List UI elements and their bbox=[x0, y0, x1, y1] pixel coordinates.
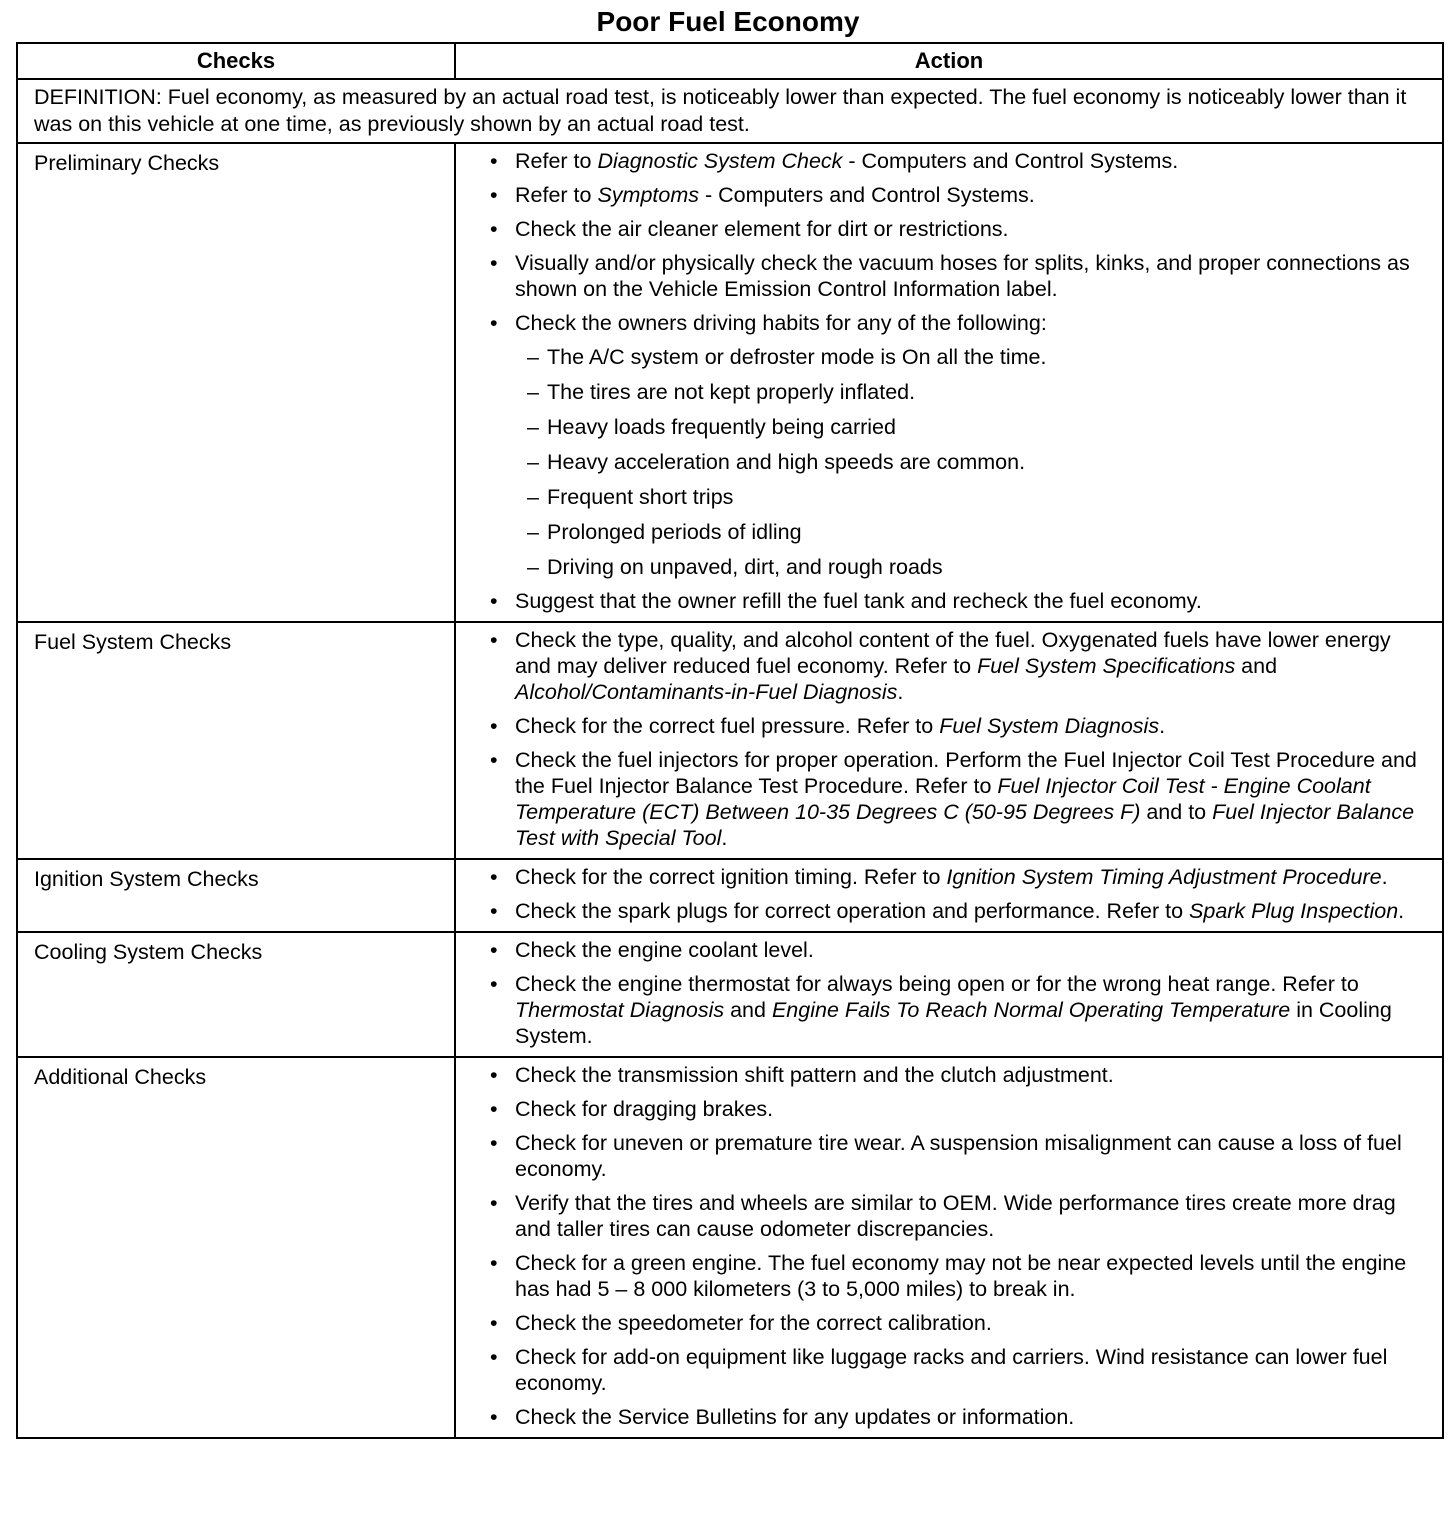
bullet-icon: • bbox=[490, 1345, 498, 1369]
action-item bbox=[490, 937, 1432, 963]
bullet-icon: • bbox=[490, 589, 498, 613]
dash-icon: – bbox=[527, 485, 539, 509]
bullet-icon: • bbox=[490, 251, 498, 275]
action-text: Refer to Diagnostic System Check - Computers and Control Systems. bbox=[515, 149, 1179, 173]
sub-item-text: Driving on unpaved, dirt, and rough roads bbox=[547, 555, 943, 579]
action-item bbox=[490, 864, 1432, 890]
action-item bbox=[490, 1250, 1432, 1302]
sub-item bbox=[515, 449, 1432, 475]
action-item bbox=[490, 1344, 1432, 1396]
bullet-icon: • bbox=[490, 865, 498, 889]
reference-link-text: Diagnostic System Check bbox=[597, 149, 843, 173]
action-text: Check the engine thermostat for always being open or for the wrong heat range. Refer to Thermostat Diagnosis and Engine Fails To Reach Normal Operating Temperature in Cooling System. bbox=[515, 972, 1392, 1048]
action-cell bbox=[455, 1057, 1443, 1438]
check-category: Cooling System Checks bbox=[17, 932, 455, 1057]
sub-item-text: Heavy loads frequently being carried bbox=[547, 415, 896, 439]
sub-list bbox=[515, 344, 1432, 580]
action-text: Check the spark plugs for correct operation and performance. Refer to Spark Plug Inspection. bbox=[515, 899, 1405, 923]
sub-item-text: Frequent short trips bbox=[547, 485, 734, 509]
check-category: Preliminary Checks bbox=[17, 143, 455, 622]
bullet-icon: • bbox=[490, 1097, 498, 1121]
action-text: Check for the correct ignition timing. Refer to Ignition System Timing Adjustment Procedure. bbox=[515, 865, 1388, 889]
action-cell bbox=[455, 622, 1443, 859]
dash-icon: – bbox=[527, 345, 539, 369]
dash-icon: – bbox=[527, 520, 539, 544]
bullet-icon: • bbox=[490, 149, 498, 173]
reference-link-text: Fuel System Diagnosis bbox=[939, 714, 1160, 738]
reference-link-text: Thermostat Diagnosis bbox=[515, 998, 725, 1022]
action-text: Check the Service Bulletins for any updates or information. bbox=[515, 1405, 1075, 1429]
action-text: Visually and/or physically check the vacuum hoses for splits, kinks, and proper connections as shown on the Vehicle Emission Control Information label. bbox=[515, 251, 1410, 301]
action-text: Check for uneven or premature tire wear. A suspension misalignment can cause a loss of fuel economy. bbox=[515, 1131, 1402, 1181]
bullet-icon: • bbox=[490, 1063, 498, 1087]
sub-item bbox=[515, 554, 1432, 580]
reference-link-text: Fuel Injector Balance Test with Special Tool bbox=[515, 800, 1415, 850]
bullet-icon: • bbox=[490, 1251, 498, 1275]
action-text: Refer to Symptoms - Computers and Control Systems. bbox=[515, 183, 1035, 207]
reference-link-text: Fuel Injector Coil Test - Engine Coolant Temperature (ECT) Between 10-35 Degrees C (50-95 Degrees F) bbox=[515, 774, 1371, 824]
action-cell bbox=[455, 859, 1443, 932]
check-category: Ignition System Checks bbox=[17, 859, 455, 932]
action-item bbox=[490, 148, 1432, 174]
action-list bbox=[490, 627, 1432, 851]
bullet-icon: • bbox=[490, 899, 498, 923]
table-row bbox=[17, 859, 1443, 932]
check-category: Additional Checks bbox=[17, 1057, 455, 1438]
page-title: Poor Fuel Economy bbox=[596, 6, 860, 37]
action-cell bbox=[455, 932, 1443, 1057]
action-text: Check the type, quality, and alcohol content of the fuel. Oxygenated fuels have lower energy and may deliver reduced fuel economy. Refer to Fuel System Specifications and Alcohol/Contaminants-in-Fuel Diagnosis. bbox=[515, 628, 1391, 704]
action-cell bbox=[455, 143, 1443, 622]
bullet-icon: • bbox=[490, 311, 498, 335]
action-item bbox=[490, 1190, 1432, 1242]
checks-header: Checks bbox=[17, 43, 455, 79]
action-item bbox=[490, 1096, 1432, 1122]
action-text: Check for dragging brakes. bbox=[515, 1097, 774, 1121]
bullet-icon: • bbox=[490, 183, 498, 207]
action-text: Check the fuel injectors for proper operation. Perform the Fuel Injector Coil Test Procedure and the Fuel Injector Balance Test Procedure. Refer to Fuel Injector Coil Test - Engine Coolant Temperature (ECT) Between 10-35 Degrees C (50-95 Degrees F) and to Fuel Injector Balance Test with Special Tool. bbox=[515, 748, 1417, 850]
header-row bbox=[17, 43, 1443, 79]
action-text: Check for the correct fuel pressure. Refer to Fuel System Diagnosis. bbox=[515, 714, 1166, 738]
dash-icon: – bbox=[527, 555, 539, 579]
bullet-icon: • bbox=[490, 628, 498, 652]
action-text: Suggest that the owner refill the fuel tank and recheck the fuel economy. bbox=[515, 589, 1202, 613]
reference-link-text: Alcohol/Contaminants-in-Fuel Diagnosis bbox=[515, 680, 898, 704]
action-text: Check the speedometer for the correct calibration. bbox=[515, 1311, 992, 1335]
action-text: Check for add-on equipment like luggage racks and carriers. Wind resistance can lower fuel economy. bbox=[515, 1345, 1388, 1395]
bullet-icon: • bbox=[490, 972, 498, 996]
sub-item-text: Heavy acceleration and high speeds are common. bbox=[547, 450, 1026, 474]
action-text: Verify that the tires and wheels are similar to OEM. Wide performance tires create more drag and taller tires can cause odometer discrepancies. bbox=[515, 1191, 1396, 1241]
action-item bbox=[490, 971, 1432, 1049]
action-item bbox=[490, 216, 1432, 242]
sub-item-text: Prolonged periods of idling bbox=[547, 520, 802, 544]
sub-item-text: The A/C system or defroster mode is On all the time. bbox=[547, 345, 1047, 369]
action-text: Check the engine coolant level. bbox=[515, 938, 814, 962]
bullet-icon: • bbox=[490, 714, 498, 738]
action-list bbox=[490, 148, 1432, 614]
diagnostic-table bbox=[16, 42, 1444, 1439]
bullet-icon: • bbox=[490, 1405, 498, 1429]
action-text: Check the owners driving habits for any of the following: bbox=[515, 311, 1047, 335]
check-category: Fuel System Checks bbox=[17, 622, 455, 859]
table-row bbox=[17, 143, 1443, 622]
action-item bbox=[490, 250, 1432, 302]
action-item bbox=[490, 627, 1432, 705]
reference-link-text: Engine Fails To Reach Normal Operating Temperature bbox=[771, 998, 1291, 1022]
table-row bbox=[17, 622, 1443, 859]
action-list bbox=[490, 1062, 1432, 1430]
reference-link-text: Symptoms bbox=[597, 183, 700, 207]
action-text: Check the transmission shift pattern and the clutch adjustment. bbox=[515, 1063, 1114, 1087]
action-item bbox=[490, 898, 1432, 924]
action-item bbox=[490, 1310, 1432, 1336]
sub-item bbox=[515, 414, 1432, 440]
table-row bbox=[17, 932, 1443, 1057]
definition-text: DEFINITION: Fuel economy, as measured by an actual road test, is noticeably lower than expected. The fuel economy is noticeably lower than it was on this vehicle at one time, as previously shown by an actual road test. bbox=[17, 79, 1443, 143]
definition-row bbox=[17, 79, 1443, 143]
action-list bbox=[490, 864, 1432, 924]
dash-icon: – bbox=[527, 450, 539, 474]
bullet-icon: • bbox=[490, 1191, 498, 1215]
bullet-icon: • bbox=[490, 1311, 498, 1335]
action-item bbox=[490, 182, 1432, 208]
sub-item-text: The tires are not kept properly inflated. bbox=[547, 380, 916, 404]
action-list bbox=[490, 937, 1432, 1049]
action-text: Check for a green engine. The fuel economy may not be near expected levels until the engine has had 5 – 8 000 kilometers (3 to 5,000 miles) to break in. bbox=[515, 1251, 1407, 1301]
sub-item bbox=[515, 379, 1432, 405]
bullet-icon: • bbox=[490, 217, 498, 241]
reference-link-text: Ignition System Timing Adjustment Procedure bbox=[946, 865, 1382, 889]
action-item bbox=[490, 588, 1432, 614]
action-header: Action bbox=[455, 43, 1443, 79]
action-item bbox=[490, 713, 1432, 739]
sub-item bbox=[515, 484, 1432, 510]
reference-link-text: Fuel System Specifications bbox=[977, 654, 1236, 678]
sub-item bbox=[515, 519, 1432, 545]
dash-icon: – bbox=[527, 415, 539, 439]
action-text: Check the air cleaner element for dirt or restrictions. bbox=[515, 217, 1009, 241]
bullet-icon: • bbox=[490, 748, 498, 772]
sub-item bbox=[515, 344, 1432, 370]
action-item bbox=[490, 1130, 1432, 1182]
table-row bbox=[17, 1057, 1443, 1438]
action-item bbox=[490, 1404, 1432, 1430]
bullet-icon: • bbox=[490, 1131, 498, 1155]
action-item bbox=[490, 747, 1432, 851]
action-item bbox=[490, 1062, 1432, 1088]
dash-icon: – bbox=[527, 380, 539, 404]
reference-link-text: Spark Plug Inspection bbox=[1189, 899, 1399, 923]
action-item bbox=[490, 310, 1432, 580]
bullet-icon: • bbox=[490, 938, 498, 962]
